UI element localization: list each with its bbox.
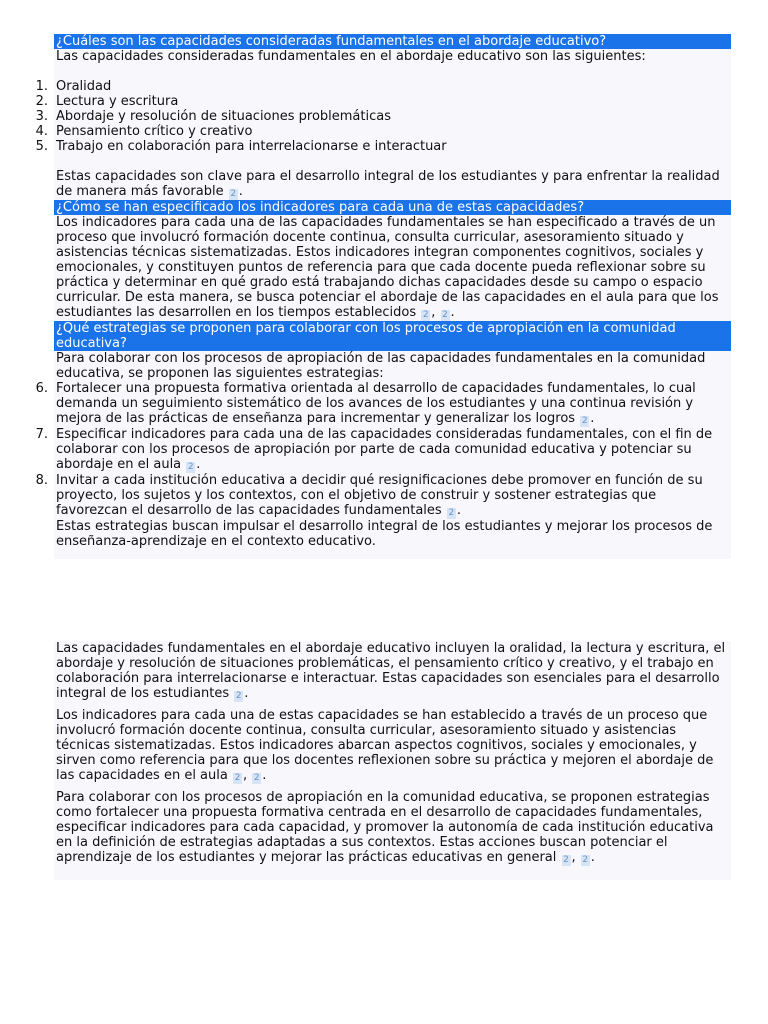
strategies-closing: Estas estrategias buscan impulsar el desarrollo integral de los estudiantes y mejorar los procesos de enseñanza-aprendizaje en el contexto educativo. (56, 519, 713, 549)
question-heading-capacities: ¿Cuáles son las capacidades consideradas fundamentales en el abordaje educativo? (54, 34, 731, 49)
question-heading-indicators: ¿Cómo se han especificado los indicadores para cada una de estas capacidades? (54, 200, 731, 215)
list-item: 3. Abordaje y resolución de situaciones problemáticas (35, 109, 391, 124)
capacities-conclusion: Estas capacidades son clave para el desarrollo integral de los estudiantes y para enfrentar la realidad de manera más favorable 2 . (56, 169, 720, 199)
citation-link[interactable]: 2 (448, 508, 455, 518)
list-item: 8. Invitar a cada institución educativa a decidir qué resignificaciones debe promover en función de su proyecto, los sujetos y los contextos, con el objetivo de construir y sostener estrategias que favorezcan el desarrollo de las capacidades fundamentales 2 . (35, 473, 703, 518)
citation-link[interactable]: 2 (253, 773, 260, 783)
list-item: 5. Trabajo en colaboración para interrelacionarse e interactuar (35, 139, 447, 154)
list-item: 6. Fortalecer una propuesta formativa orientada al desarrollo de capacidades fundamentales, lo cual demanda un seguimiento sistemático de los avances de los estudiantes y una continua revisión y mejora de las prácticas de enseñanza para incrementar y generalizar los logros 2 . (35, 381, 696, 426)
capacities-list (35, 79, 731, 154)
answer-block-summary (54, 641, 731, 880)
strategies-list (35, 381, 731, 519)
citation-link[interactable]: 2 (582, 855, 589, 865)
citation-link[interactable]: 2 (581, 416, 588, 426)
citation-link[interactable]: 2 (235, 691, 242, 701)
citation-link[interactable]: 2 (234, 773, 241, 783)
citation-link[interactable]: 2 (230, 189, 237, 199)
citation-link[interactable]: 2 (442, 310, 448, 320)
list-item: 2. Lectura y escritura (35, 94, 179, 109)
list-item: 4. Pensamiento crítico y creativo (35, 124, 253, 139)
list-intro: Las capacidades consideradas fundamentales en el abordaje educativo son las siguientes: (56, 49, 646, 64)
citation-link[interactable]: 2 (422, 310, 429, 320)
summary-paragraph-strategies: Para colaborar con los procesos de apropiación en la comunidad educativa, se proponen estrategias como fortalecer una propuesta formativa centrada en el desarrollo de capacidades fundamentales, especificar indicadores para cada capacidad, y promover la autonomía de cada institución educativa en la definición de estrategias adaptadas a sus contextos. Estas acciones buscan potenciar el aprendizaje de los estudiantes y mejorar las prácticas educativas en general 2 , 2 . (56, 790, 714, 865)
list-item: 7. Especificar indicadores para cada una de las capacidades consideradas fundamentales, con el fin de colaborar con los procesos de apropiación por parte de cada comunidad educativa y potenciar su abordaje en el aula 2 . (35, 427, 713, 472)
answer-block-detailed (35, 34, 731, 559)
summary-paragraph-capacities: Las capacidades fundamentales en el abordaje educativo incluyen la oralidad, la lectura y escritura, el abordaje y resolución de situaciones problemáticas, el pensamiento crítico y creativo, y el trabajo en colaboración para interrelacionarse e interactuar. Estas capacidades son esenciales para el desarrollo integral de los estudiantes 2 . (56, 641, 726, 701)
citation-link[interactable]: 2 (187, 462, 194, 472)
strategies-intro: Para colaborar con los procesos de apropiación de las capacidades fundamentales en la comunidad educativa, se proponen las siguientes estrategias: (56, 351, 706, 381)
citation-link[interactable]: 2 (563, 855, 569, 865)
summary-paragraph-indicators: Los indicadores para cada una de estas capacidades se han establecido a través de un proceso que involucró formación docente continua, consulta curricular, asesoramiento situado y asistencias técnicas sistematizadas. Estos indicadores abarcan aspectos cognitivos, sociales y emocionales, y sirven como referencia para que los docentes reflexionen sobre su práctica y mejoren el abordaje de las capacidades en el aula 2 , 2 . (56, 708, 714, 783)
indicators-paragraph: Los indicadores para cada una de las capacidades fundamentales se han especificado a través de un proceso que involucró formación docente continua, consulta curricular, asesoramiento situado y asistencias técnicas sistematizadas. Estos indicadores integran componentes cognitivos, sociales y emocionales, y constituyen puntos de referencia para que cada docente pueda reflexionar sobre su práctica y determinar en qué grado está trabajando dichas capacidades desde su campo o espacio curricular. De esta manera, se busca potenciar el abordaje de las capacidades en el aula para que los estudiantes las desarrollen en los tiempos establecidos 2 , 2 . (56, 215, 719, 320)
list-item: 1. Oralidad (35, 79, 112, 94)
question-heading-strategies: ¿Qué estrategias se proponen para colaborar con los procesos de apropiación en la comunidad educativa? (54, 321, 731, 351)
